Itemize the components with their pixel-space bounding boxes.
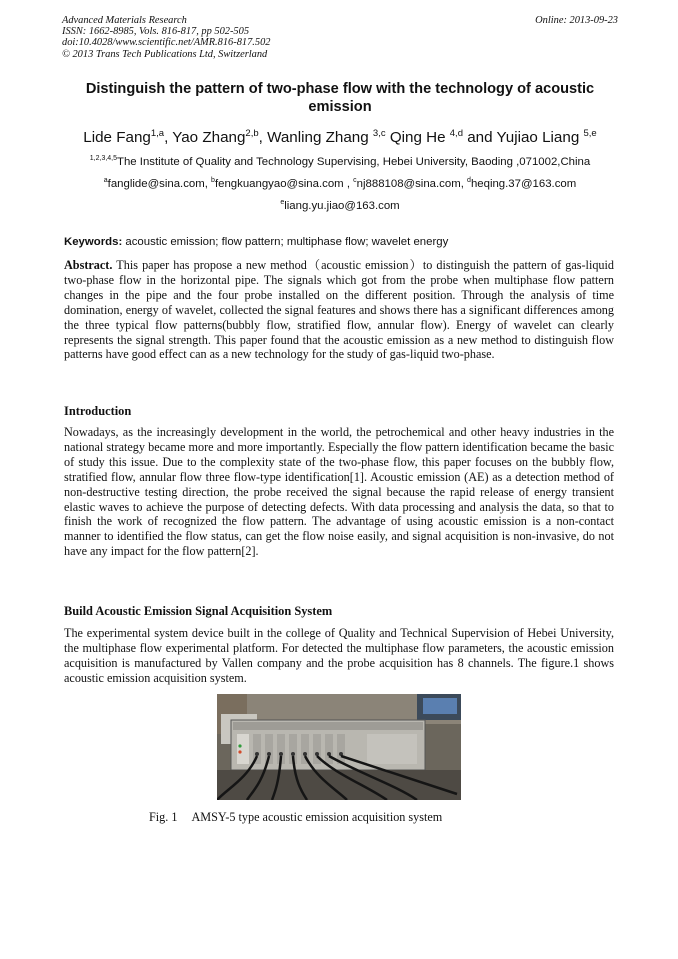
- doi-line: doi:10.4028/www.scientific.net/AMR.816-817.502: [62, 37, 271, 49]
- figure-caption: [149, 810, 442, 825]
- issn-line: ISSN: 1662-8985, Vols. 816-817, pp 502-505: [62, 26, 250, 38]
- affiliation: [40, 155, 640, 169]
- email-b: fengkuangyao@sina.com ,: [214, 178, 354, 190]
- keywords: [64, 235, 620, 249]
- journal-header: [62, 15, 618, 60]
- author-name: Wanling Zhang: [267, 129, 373, 146]
- email-a: fanglide@sina.com,: [107, 178, 212, 190]
- keywords-label: Keywords:: [64, 236, 123, 248]
- email-line-2: [40, 199, 640, 213]
- email-superscript: b: [211, 177, 215, 184]
- affiliation-superscript: 1,2,3,4,5: [89, 155, 118, 162]
- introduction-text: Nowadays, as the increasingly development in the world, the petrochemical and other heavy industries in the national strategy became more and more importantly. Especially the flow pattern identification became the basic of study this issue. Due to the complexity state of the two-phase flow, this paper focuses on the bubbly flow, stratified flow, annular flow three flow-type identification[1]. Acoustic emission (AE) as a detection method of non-destructive testing direction, the probe received the signal because the rapid release of energy transient elastic waves to achieve the purpose of detecting defects. With data processing and analysis the data, so that to finish the work of recognized the flow pattern. The advantage of using acoustic emission is a non-contact manner to identified the flow status, can get the flow noise easily, and signal acquisition is non-invasive, do not have any impact for the flow pattern[2].: [64, 425, 614, 559]
- online-date: Online: 2013-09-23: [535, 15, 618, 26]
- author-separator: and: [462, 129, 497, 146]
- email-superscript: d: [467, 177, 471, 184]
- journal-name: Advanced Materials Research: [62, 15, 187, 26]
- author-name: Qing He: [389, 129, 450, 146]
- author-name: Yujiao Liang: [496, 129, 584, 146]
- author-list: [40, 129, 640, 147]
- figure-caption-text: AMSY-5 type acoustic emission acquisition system: [191, 810, 443, 824]
- author-name: Yao Zhang: [172, 129, 246, 146]
- abstract: [64, 258, 614, 362]
- author-superscript: 4,d: [449, 128, 463, 139]
- author-superscript: 1,a: [150, 128, 165, 139]
- section-text: The experimental system device built in the college of Quality and Technical Supervision of Hebei University, the multiphase flow experimental platform. For detected the multiphase flow parameters, the acoustic emission acquisition is manufactured by Vallen company and the probe acquisition has 8 channels. The figure.1 shows acoustic emission acquisition system.: [64, 626, 614, 685]
- author-separator: ,: [258, 129, 268, 146]
- email-c: nj888108@sina.com,: [356, 178, 468, 190]
- email-e: liang.yu.jiao@163.com: [284, 200, 400, 212]
- author-superscript: 5,e: [583, 128, 597, 139]
- abstract-label: Abstract.: [64, 258, 113, 272]
- copyright-line: © 2013 Trans Tech Publications Ltd, Switzerland: [62, 48, 268, 60]
- paper-title: Distinguish the pattern of two-phase flow with the technology of acoustic emission: [85, 81, 595, 115]
- keywords-text: acoustic emission; flow pattern; multiphase flow; wavelet energy: [122, 236, 449, 248]
- email-d: heqing.37@163.com: [470, 178, 577, 190]
- email-superscript: a: [103, 177, 108, 184]
- author-superscript: 2,b: [245, 128, 259, 139]
- email-superscript: e: [280, 199, 285, 206]
- email-superscript: c: [353, 177, 357, 184]
- affiliation-text: The Institute of Quality and Technology Supervising, Hebei University, Baoding ,071002,China: [117, 156, 591, 168]
- figure-label: Fig. 1: [149, 810, 178, 824]
- introduction-heading: Introduction: [64, 404, 132, 418]
- author-superscript: 3,c: [372, 128, 386, 139]
- section-heading: Build Acoustic Emission Signal Acquisition System: [64, 604, 333, 618]
- figure-photo: [217, 694, 461, 800]
- email-line: [40, 177, 640, 191]
- abstract-text: This paper has propose a new method（acoustic emission）to distinguish the pattern of gas-liquid two-phase flow in the horizontal pipe. The signals which got from the probe when multiphase flow pattern changes in the pipe and the four probe installed on the different position. Through the analysis of time domination, energy of wavelet, collected the signal features and shows there has a significant differences among the three typical flow patterns(bubbly flow, stratified flow, annular flow). Energy of wavelet can clearly represents the signal strength. This paper found that the acoustic emission as a new method to distinguish flow patterns have good effect can as a new technology for the study of gas-liquid two-phase.: [64, 258, 614, 362]
- author-name: Lide Fang: [83, 129, 151, 146]
- author-separator: ,: [164, 129, 173, 146]
- equipment-illustration: [217, 694, 461, 800]
